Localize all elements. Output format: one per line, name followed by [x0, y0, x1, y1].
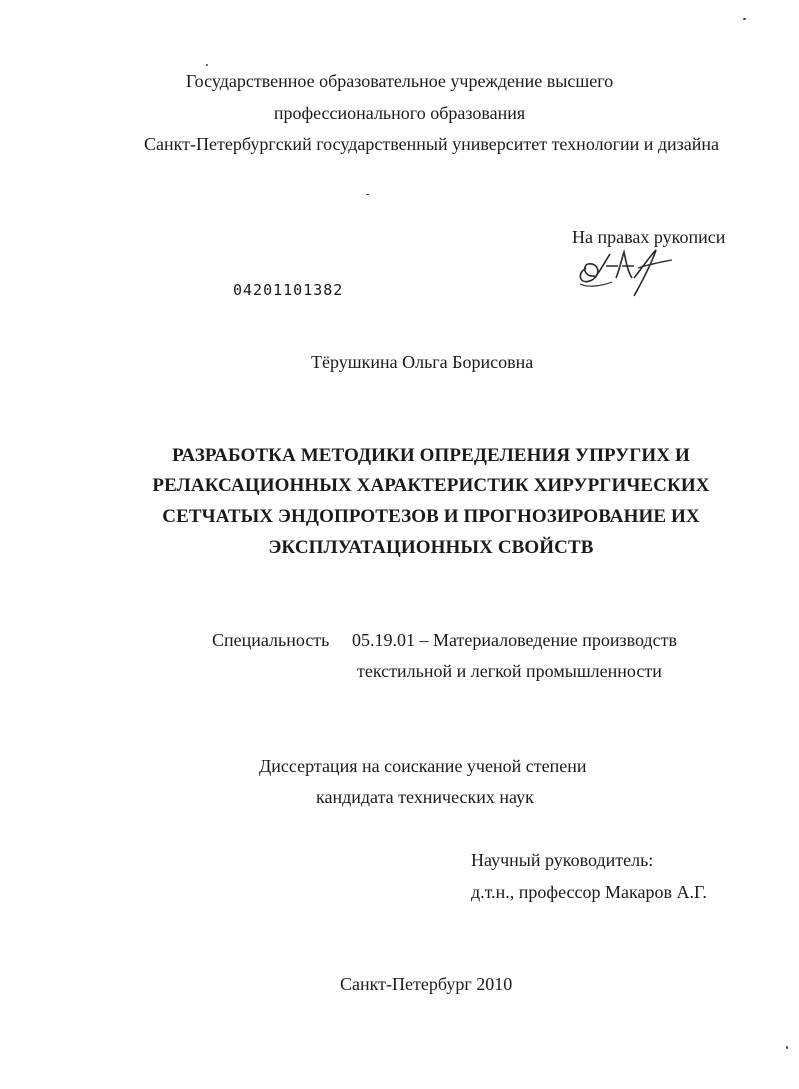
institution-line-2: профессионального образования — [273, 103, 526, 123]
specialty-code: 05.19.01 – Материаловедение производств — [352, 630, 677, 650]
institution-line-1: Государственное образовательное учреждение высшего — [185, 71, 614, 91]
title-line-4: ЭКСПЛУАТАЦИОННЫХ СВОЙСТВ — [268, 537, 594, 558]
supervisor-label: Научный руководитель: — [471, 850, 654, 870]
specialty-line-2: текстильной и легкой промышленности — [357, 661, 662, 681]
scan-speck — [786, 1046, 788, 1049]
degree-line-1: Диссертация на соискание ученой степени — [259, 756, 587, 776]
institution-line-3: Санкт-Петербургский государственный университет технологии и дизайна — [144, 134, 719, 154]
title-line-3: СЕТЧАТЫХ ЭНДОПРОТЕЗОВ И ПРОГНОЗИРОВАНИЕ ИХ — [162, 506, 700, 527]
scan-speck — [743, 18, 746, 20]
signature-icon — [572, 238, 682, 300]
city-year: Санкт-Петербург 2010 — [340, 974, 513, 994]
specialty-label: Специальность — [212, 630, 330, 650]
scan-speck — [206, 64, 208, 66]
title-line-1: РАЗРАБОТКА МЕТОДИКИ ОПРЕДЕЛЕНИЯ УПРУГИХ И — [172, 445, 690, 466]
author-name: Тёрушкина Ольга Борисовна — [311, 352, 534, 372]
degree-line-2: кандидата технических наук — [316, 787, 534, 807]
scan-speck — [366, 194, 369, 195]
title-line-2: РЕЛАКСАЦИОННЫХ ХАРАКТЕРИСТИК ХИРУРГИЧЕСКИХ — [152, 475, 710, 496]
manuscript-note: На правах рукописи — [572, 227, 726, 247]
supervisor-name: д.т.н., профессор Макаров А.Г. — [471, 882, 707, 902]
catalog-number: 04201101382 — [233, 281, 344, 299]
